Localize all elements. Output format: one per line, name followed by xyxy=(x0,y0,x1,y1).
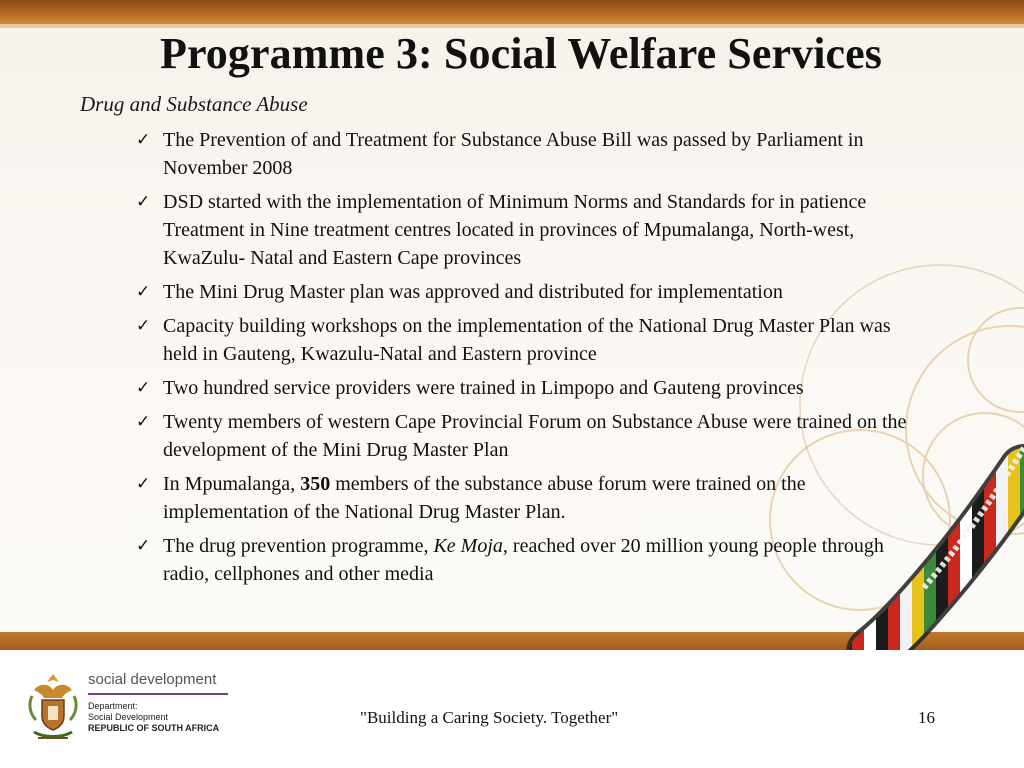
bullet-item xyxy=(136,374,926,402)
bullet-item xyxy=(136,126,926,182)
bullet-item xyxy=(136,408,926,464)
bullet-text xyxy=(163,377,804,399)
department-line-1: Department: xyxy=(88,701,138,711)
bullet-text xyxy=(163,411,906,461)
checkmark-icon: ✓ xyxy=(136,316,151,336)
bullet-text-run: reached over 20 million young people through radio, cellphones and other media xyxy=(163,535,884,585)
bullet-emphasis-bold: 350 xyxy=(300,473,331,495)
checkmark-icon: ✓ xyxy=(136,192,151,212)
bullet-text-run: In Mpumalanga, xyxy=(163,473,301,495)
department-logo xyxy=(24,670,234,746)
bullet-text-run: The Prevention of and Treatment for Substance Abuse Bill was passed by Parliament in November 2008 xyxy=(163,129,864,179)
bullet-item xyxy=(136,470,926,526)
checkmark-icon: ✓ xyxy=(136,474,151,494)
bullet-text-run: Capacity building workshops on the implementation of the National Drug Master Plan was held in Gauteng, Kwazulu-Natal and Eastern province xyxy=(163,315,891,365)
checkmark-icon: ✓ xyxy=(136,378,151,398)
bullet-text xyxy=(163,473,806,523)
bullet-item xyxy=(136,278,926,306)
bullet-emphasis-italic: Ke Moja, xyxy=(433,535,508,557)
checkmark-icon: ✓ xyxy=(136,130,151,150)
bullet-text-run: The Mini Drug Master plan was approved and distributed for implementation xyxy=(163,281,783,303)
bullet-item xyxy=(136,188,926,272)
bullet-text xyxy=(163,281,783,303)
bullet-item xyxy=(136,532,926,588)
checkmark-icon: ✓ xyxy=(136,412,151,432)
logo-divider xyxy=(88,693,228,695)
slide-subtitle: Drug and Substance Abuse xyxy=(80,92,308,116)
bullet-text xyxy=(163,535,884,585)
slide-title: Programme 3: Social Welfare Services xyxy=(159,29,883,78)
department-line-3: REPUBLIC OF SOUTH AFRICA xyxy=(88,723,220,733)
bullet-text-run: Twenty members of western Cape Provincial Forum on Substance Abuse were trained on the development of the Mini Drug Master Plan xyxy=(163,411,907,461)
footer-slogan: "Building a Caring Society. Together" xyxy=(360,708,619,727)
bullet-text-run: members of the substance abuse forum were trained on the implementation of the National Drug Master Plan. xyxy=(163,473,806,523)
bullet-list xyxy=(136,126,926,594)
checkmark-icon: ✓ xyxy=(136,536,151,556)
bullet-item xyxy=(136,312,926,368)
top-bar xyxy=(0,0,1024,24)
bullet-text-run: The drug prevention programme, xyxy=(163,535,434,557)
bullet-text-run: DSD started with the implementation of Minimum Norms and Standards for in patience Treatment in Nine treatment centres located in provinces of Mpumalanga, North-west, KwaZulu- Natal and Eastern Cape provinces xyxy=(163,191,867,269)
bottom-orange-bar xyxy=(0,632,1024,650)
logo-wordmark: social development xyxy=(88,671,217,688)
department-line-2: Social Development xyxy=(88,712,169,722)
bullet-text xyxy=(163,129,863,179)
page-number: 16 xyxy=(918,708,935,727)
bullet-text xyxy=(163,191,866,269)
checkmark-icon: ✓ xyxy=(136,282,151,302)
bullet-text-run: Two hundred service providers were trained in Limpopo and Gauteng provinces xyxy=(163,377,804,399)
coat-of-arms-icon xyxy=(24,670,82,746)
department-label xyxy=(88,701,219,734)
bullet-text xyxy=(163,315,891,365)
